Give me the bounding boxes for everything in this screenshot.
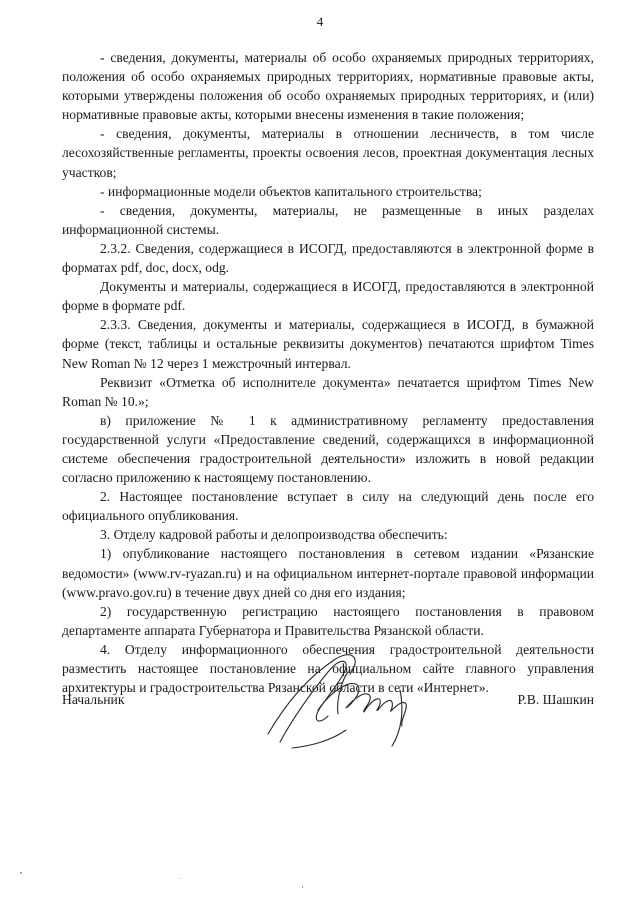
scan-speck (180, 878, 181, 879)
paragraph-3: - информационные модели объектов капитального строительства; (100, 183, 482, 199)
document-body (62, 48, 594, 697)
signatory-name: Р.В. Шашкин (517, 692, 594, 707)
paragraph-11: 3. Отделу кадровой работы и делопроизводства обеспечить: (100, 527, 448, 543)
paragraph-13: 2) государственную регистрацию настоящего постановления в правовом департаменте аппарата Губернатора и Правительства Рязанской области. (62, 603, 594, 638)
paragraph-5: 2.3.2. Сведения, содержащиеся в ИСОГД, предоставляются в электронной форме в форматах pdf, doc, docx, odg. (62, 240, 594, 276)
paragraph-7: 2.3.3. Сведения, документы и материалы, содержащиеся в ИСОГД, в бумажной форме (текст, таблицы и остальные реквизиты документов) печатаются шрифтом Times New Roman № 12 через 1 межстрочный интервал. (62, 317, 594, 371)
paragraph-9: в) приложение № 1 к административному регламенту предоставления государственной услуги «Предоставление сведений, содержащихся в информационной системе обеспечения градостроительной деятельности» изложить в новой редакции согласно приложению к настоящему постановлению. (62, 412, 594, 486)
scan-speck (302, 886, 303, 888)
scan-speck (20, 872, 22, 874)
paragraph-14: 4. Отделу информационного обеспечения градостроительной деятельности разместить настоящее постановление на официальном сайте главного управления архитектуры и градостроительства Рязанской области в сети «Интернет». (62, 641, 594, 696)
handwritten-signature (262, 650, 432, 760)
paragraph-8: Реквизит «Отметка об исполнителе документа» печатается шрифтом Times New Roman № 10.»; (62, 374, 594, 409)
paragraph-12: 1) опубликование настоящего постановления в сетевом издании «Рязанские ведомости» (www.rv-ryazan.ru) и на официальном интернет-портале правовой информации (www.pravo.gov.ru) в течение двух дней со дня его издания; (62, 546, 594, 600)
paragraph-4: - сведения, документы, материалы, не размещенные в иных разделах информационной системы. (62, 202, 594, 237)
paragraph-1: - сведения, документы, материалы об особо охраняемых природных территориях, положения об особо охраняемых природных территориях, нормативные правовые акты, которыми утверждены положения об особо охраняемых природных территориях, и (или) нормативные правовые акты, которыми внесены изменения в такие положения; (62, 50, 594, 123)
paragraph-2: - сведения, документы, материалы в отношении лесничеств, в том числе лесохозяйственные регламенты, проекты освоения лесов, проектная документация лесных участков; (62, 126, 594, 180)
page-number: 4 (316, 14, 324, 29)
paragraph-6: Документы и материалы, содержащиеся в ИСОГД, предоставляются в электронной форме в формате pdf. (62, 279, 594, 314)
signatory-title: Начальник (62, 692, 125, 707)
paragraph-10: 2. Настоящее постановление вступает в силу на следующий день после его официального опубликования. (62, 489, 594, 524)
